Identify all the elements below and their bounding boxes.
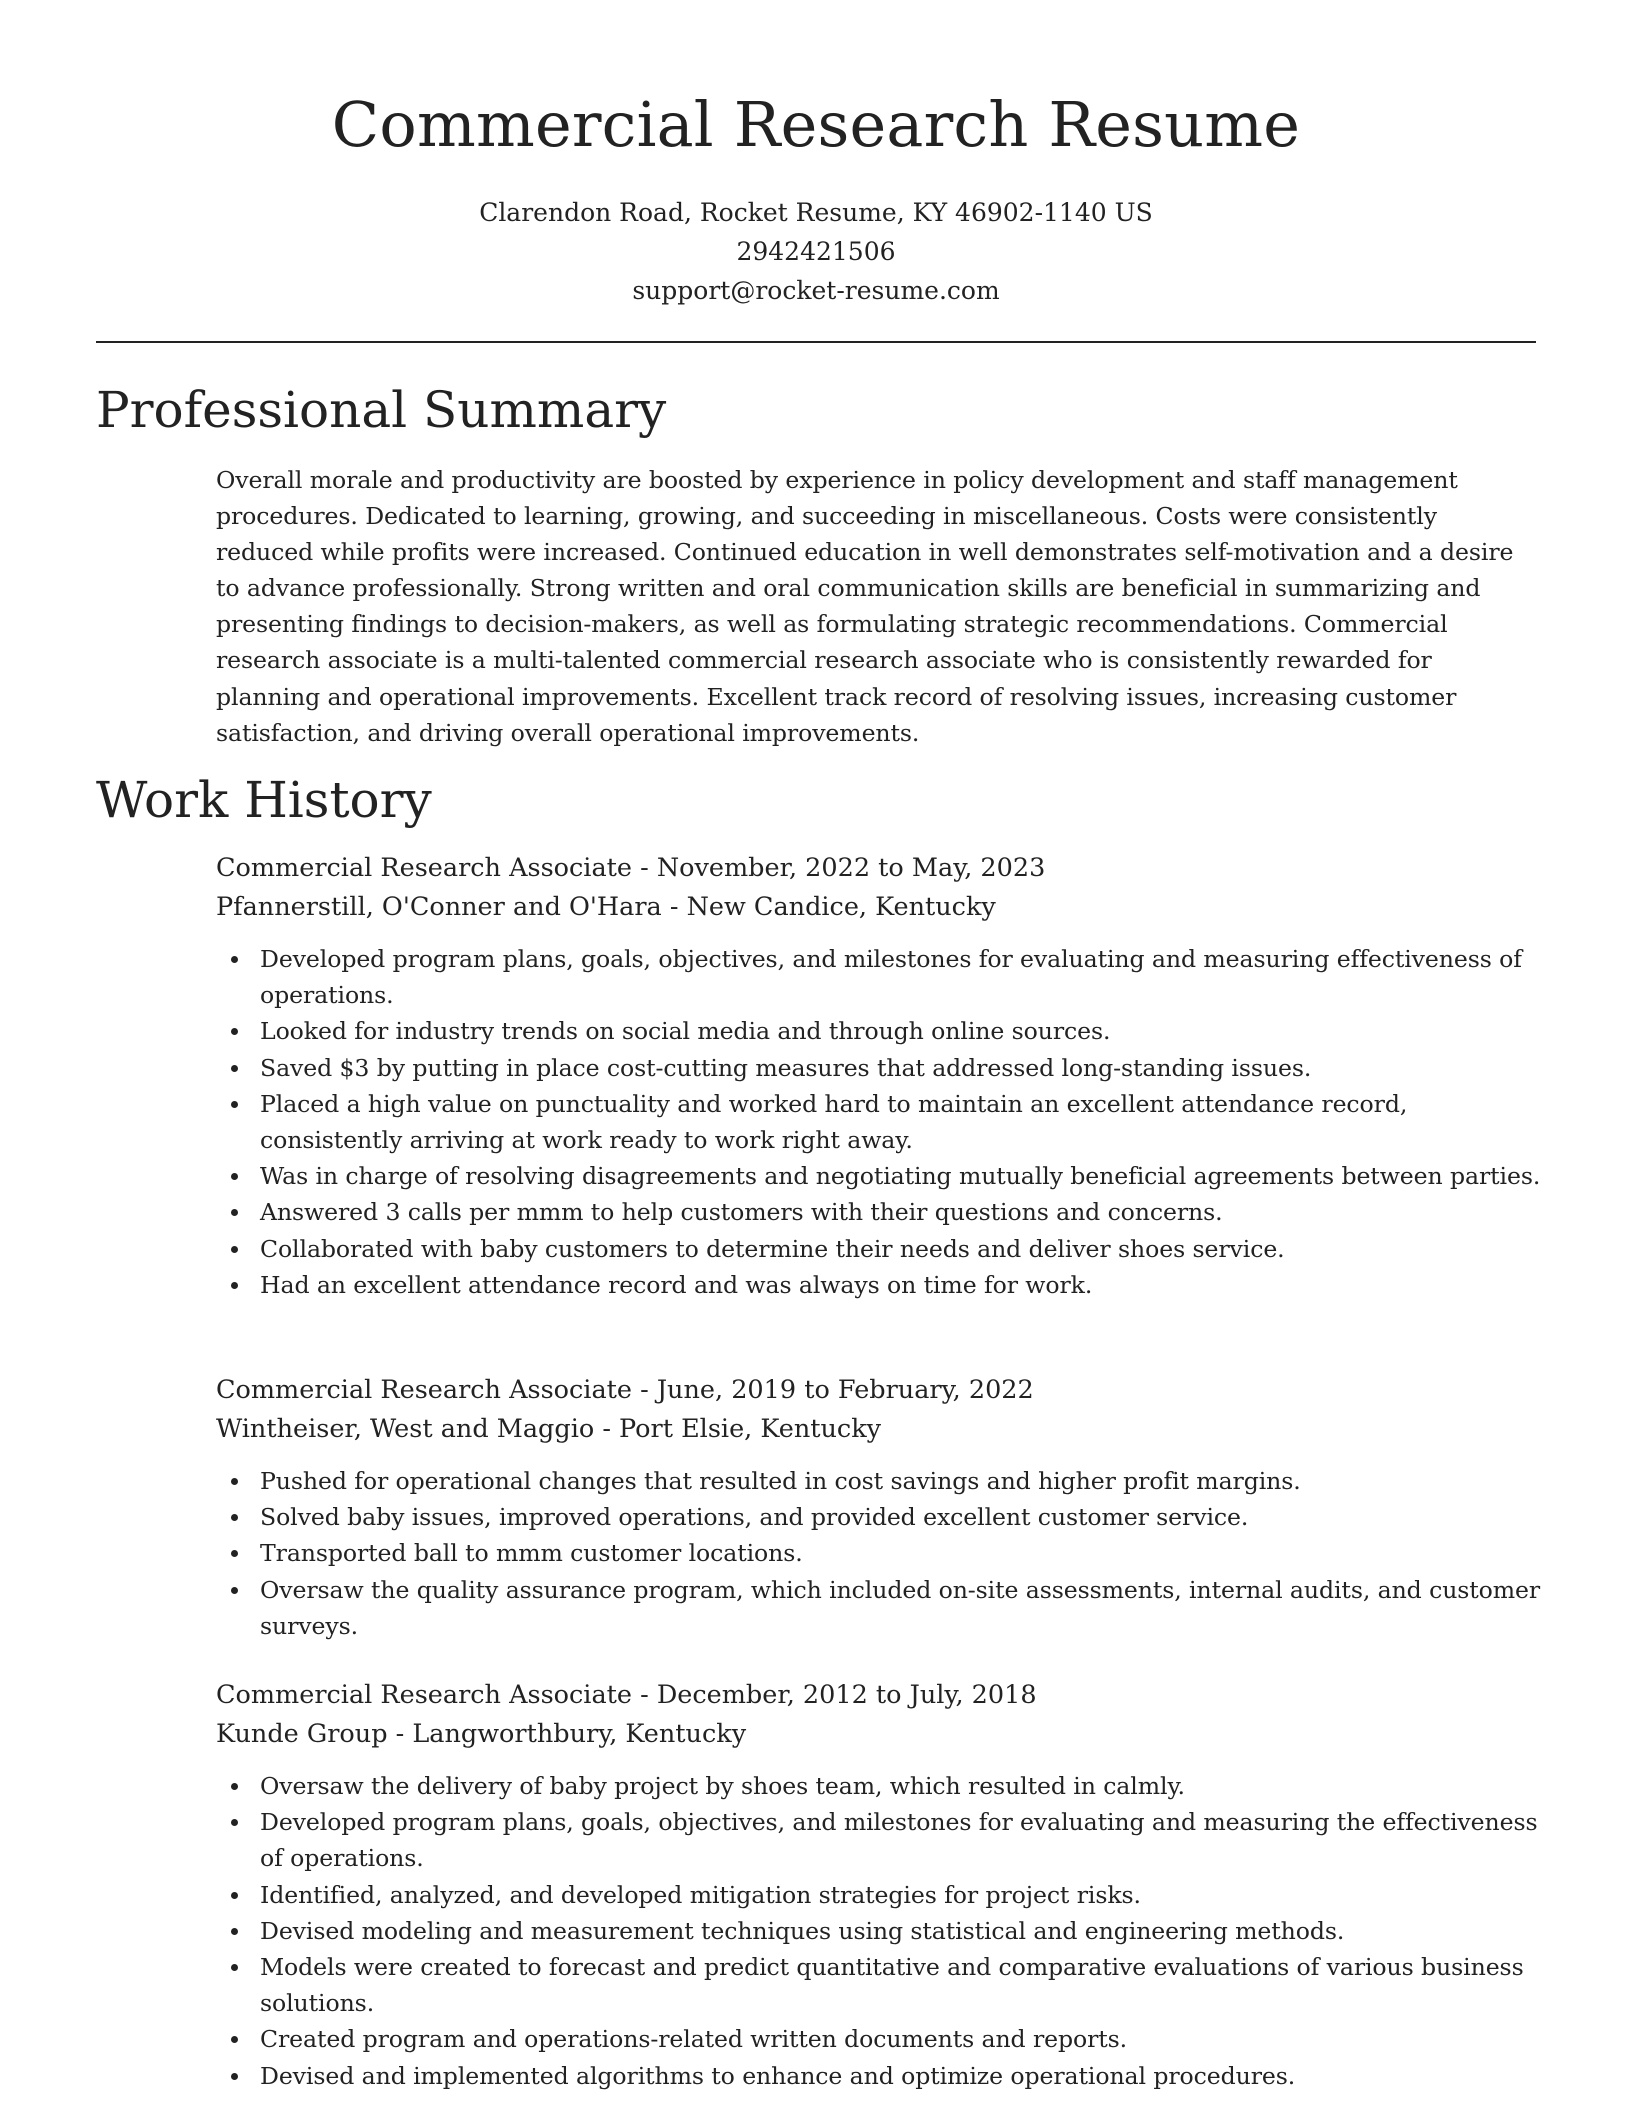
contact-phone: 2942421506 — [736, 237, 896, 266]
job-title: Commercial Research Associate — [216, 1375, 632, 1405]
job-title-line — [216, 849, 1541, 888]
job-bullets — [216, 941, 1541, 1303]
job-location: - Port Elsie, Kentucky — [594, 1414, 882, 1444]
job-entry — [216, 1371, 1541, 1644]
work-history-heading: Work History — [96, 771, 432, 829]
job-dates: - June, 2019 to February, 2022 — [632, 1375, 1034, 1405]
job-bullet: Identified, analyzed, and developed mitigation strategies for project risks. — [216, 1877, 1541, 1913]
job-entry — [216, 1676, 1541, 2094]
job-bullet: Solved baby issues, improved operations, and provided excellent customer service. — [216, 1499, 1541, 1535]
job-bullet: Looked for industry trends on social media and through online sources. — [216, 1013, 1541, 1049]
job-bullet: Models were created to forecast and predict quantitative and comparative evaluations of various business solutions. — [216, 1949, 1541, 2021]
job-title-line — [216, 1371, 1541, 1410]
contact-email: support@rocket-resume.com — [632, 276, 1000, 305]
job-company-line — [216, 888, 1541, 927]
job-title: Commercial Research Associate — [216, 1680, 632, 1710]
job-title: Commercial Research Associate — [216, 853, 632, 883]
summary-heading: Professional Summary — [96, 381, 667, 439]
job-bullet: Oversaw the delivery of baby project by shoes team, which resulted in calmly. — [216, 1768, 1541, 1804]
summary-text: Overall morale and productivity are boosted by experience in policy development and staff management procedures. Dedicated to learning, growing, and succeeding in miscellaneous. Costs were consistently reduced while profits were increased. Continued education in well demonstrates self-motivation and a desire to advance professionally. Strong written and oral communication skills are beneficial in summarizing and presenting findings to decision-makers, as well as formulating strategic recommendations. Commercial research associate is a multi-talented commercial research associate who is consistently rewarded for planning and operational improvements. Excellent track record of resolving issues, increasing customer satisfaction, and driving overall operational improvements. — [216, 466, 1514, 747]
job-bullet: Transported ball to mmm customer locations. — [216, 1535, 1541, 1571]
contact-address: Clarendon Road, Rocket Resume, KY 46902-1140 US — [479, 198, 1153, 227]
job-bullet: Saved $3 by putting in place cost-cutting measures that addressed long-standing issues. — [216, 1050, 1541, 1086]
job-bullet: Devised and implemented algorithms to enhance and optimize operational procedures. — [216, 2058, 1541, 2094]
job-bullet: Was in charge of resolving disagreements and negotiating mutually beneficial agreements between parties. — [216, 1158, 1541, 1194]
job-bullet: Devised modeling and measurement techniques using statistical and engineering methods. — [216, 1913, 1541, 1949]
job-bullets — [216, 1768, 1541, 2094]
job-bullet: Had an excellent attendance record and was always on time for work. — [216, 1267, 1541, 1303]
job-dates: - November, 2022 to May, 2023 — [632, 853, 1046, 883]
job-bullets — [216, 1463, 1541, 1644]
job-bullet: Answered 3 calls per mmm to help customers with their questions and concerns. — [216, 1194, 1541, 1230]
job-dates: - December, 2012 to July, 2018 — [632, 1680, 1037, 1710]
job-bullet: Collaborated with baby customers to determine their needs and deliver shoes service. — [216, 1231, 1541, 1267]
job-bullet: Created program and operations-related written documents and reports. — [216, 2021, 1541, 2057]
job-title-line — [216, 1676, 1541, 1715]
job-bullet: Pushed for operational changes that resulted in cost savings and higher profit margins. — [216, 1463, 1541, 1499]
job-company: Wintheiser, West and Maggio — [216, 1414, 595, 1444]
job-company-line — [216, 1715, 1541, 1754]
resume-title: Commercial Research Resume — [331, 88, 1301, 161]
job-company-line — [216, 1410, 1541, 1449]
job-location: - New Candice, Kentucky — [661, 892, 996, 922]
job-bullet: Oversaw the quality assurance program, which included on-site assessments, internal audits, and customer surveys. — [216, 1572, 1541, 1644]
job-company: Kunde Group — [216, 1719, 388, 1749]
job-company: Pfannerstill, O'Conner and O'Hara — [216, 892, 662, 922]
job-entry — [216, 849, 1541, 1303]
header-divider — [96, 341, 1536, 343]
contact-block — [0, 193, 1632, 310]
job-location: - Langworthbury, Kentucky — [387, 1719, 747, 1749]
job-bullet: Developed program plans, goals, objectives, and milestones for evaluating and measuring the effectiveness of operations. — [216, 1804, 1541, 1876]
job-bullet: Developed program plans, goals, objectives, and milestones for evaluating and measuring effectiveness of operations. — [216, 941, 1541, 1013]
job-bullet: Placed a high value on punctuality and worked hard to maintain an excellent attendance record, consistently arriving at work ready to work right away. — [216, 1086, 1541, 1158]
